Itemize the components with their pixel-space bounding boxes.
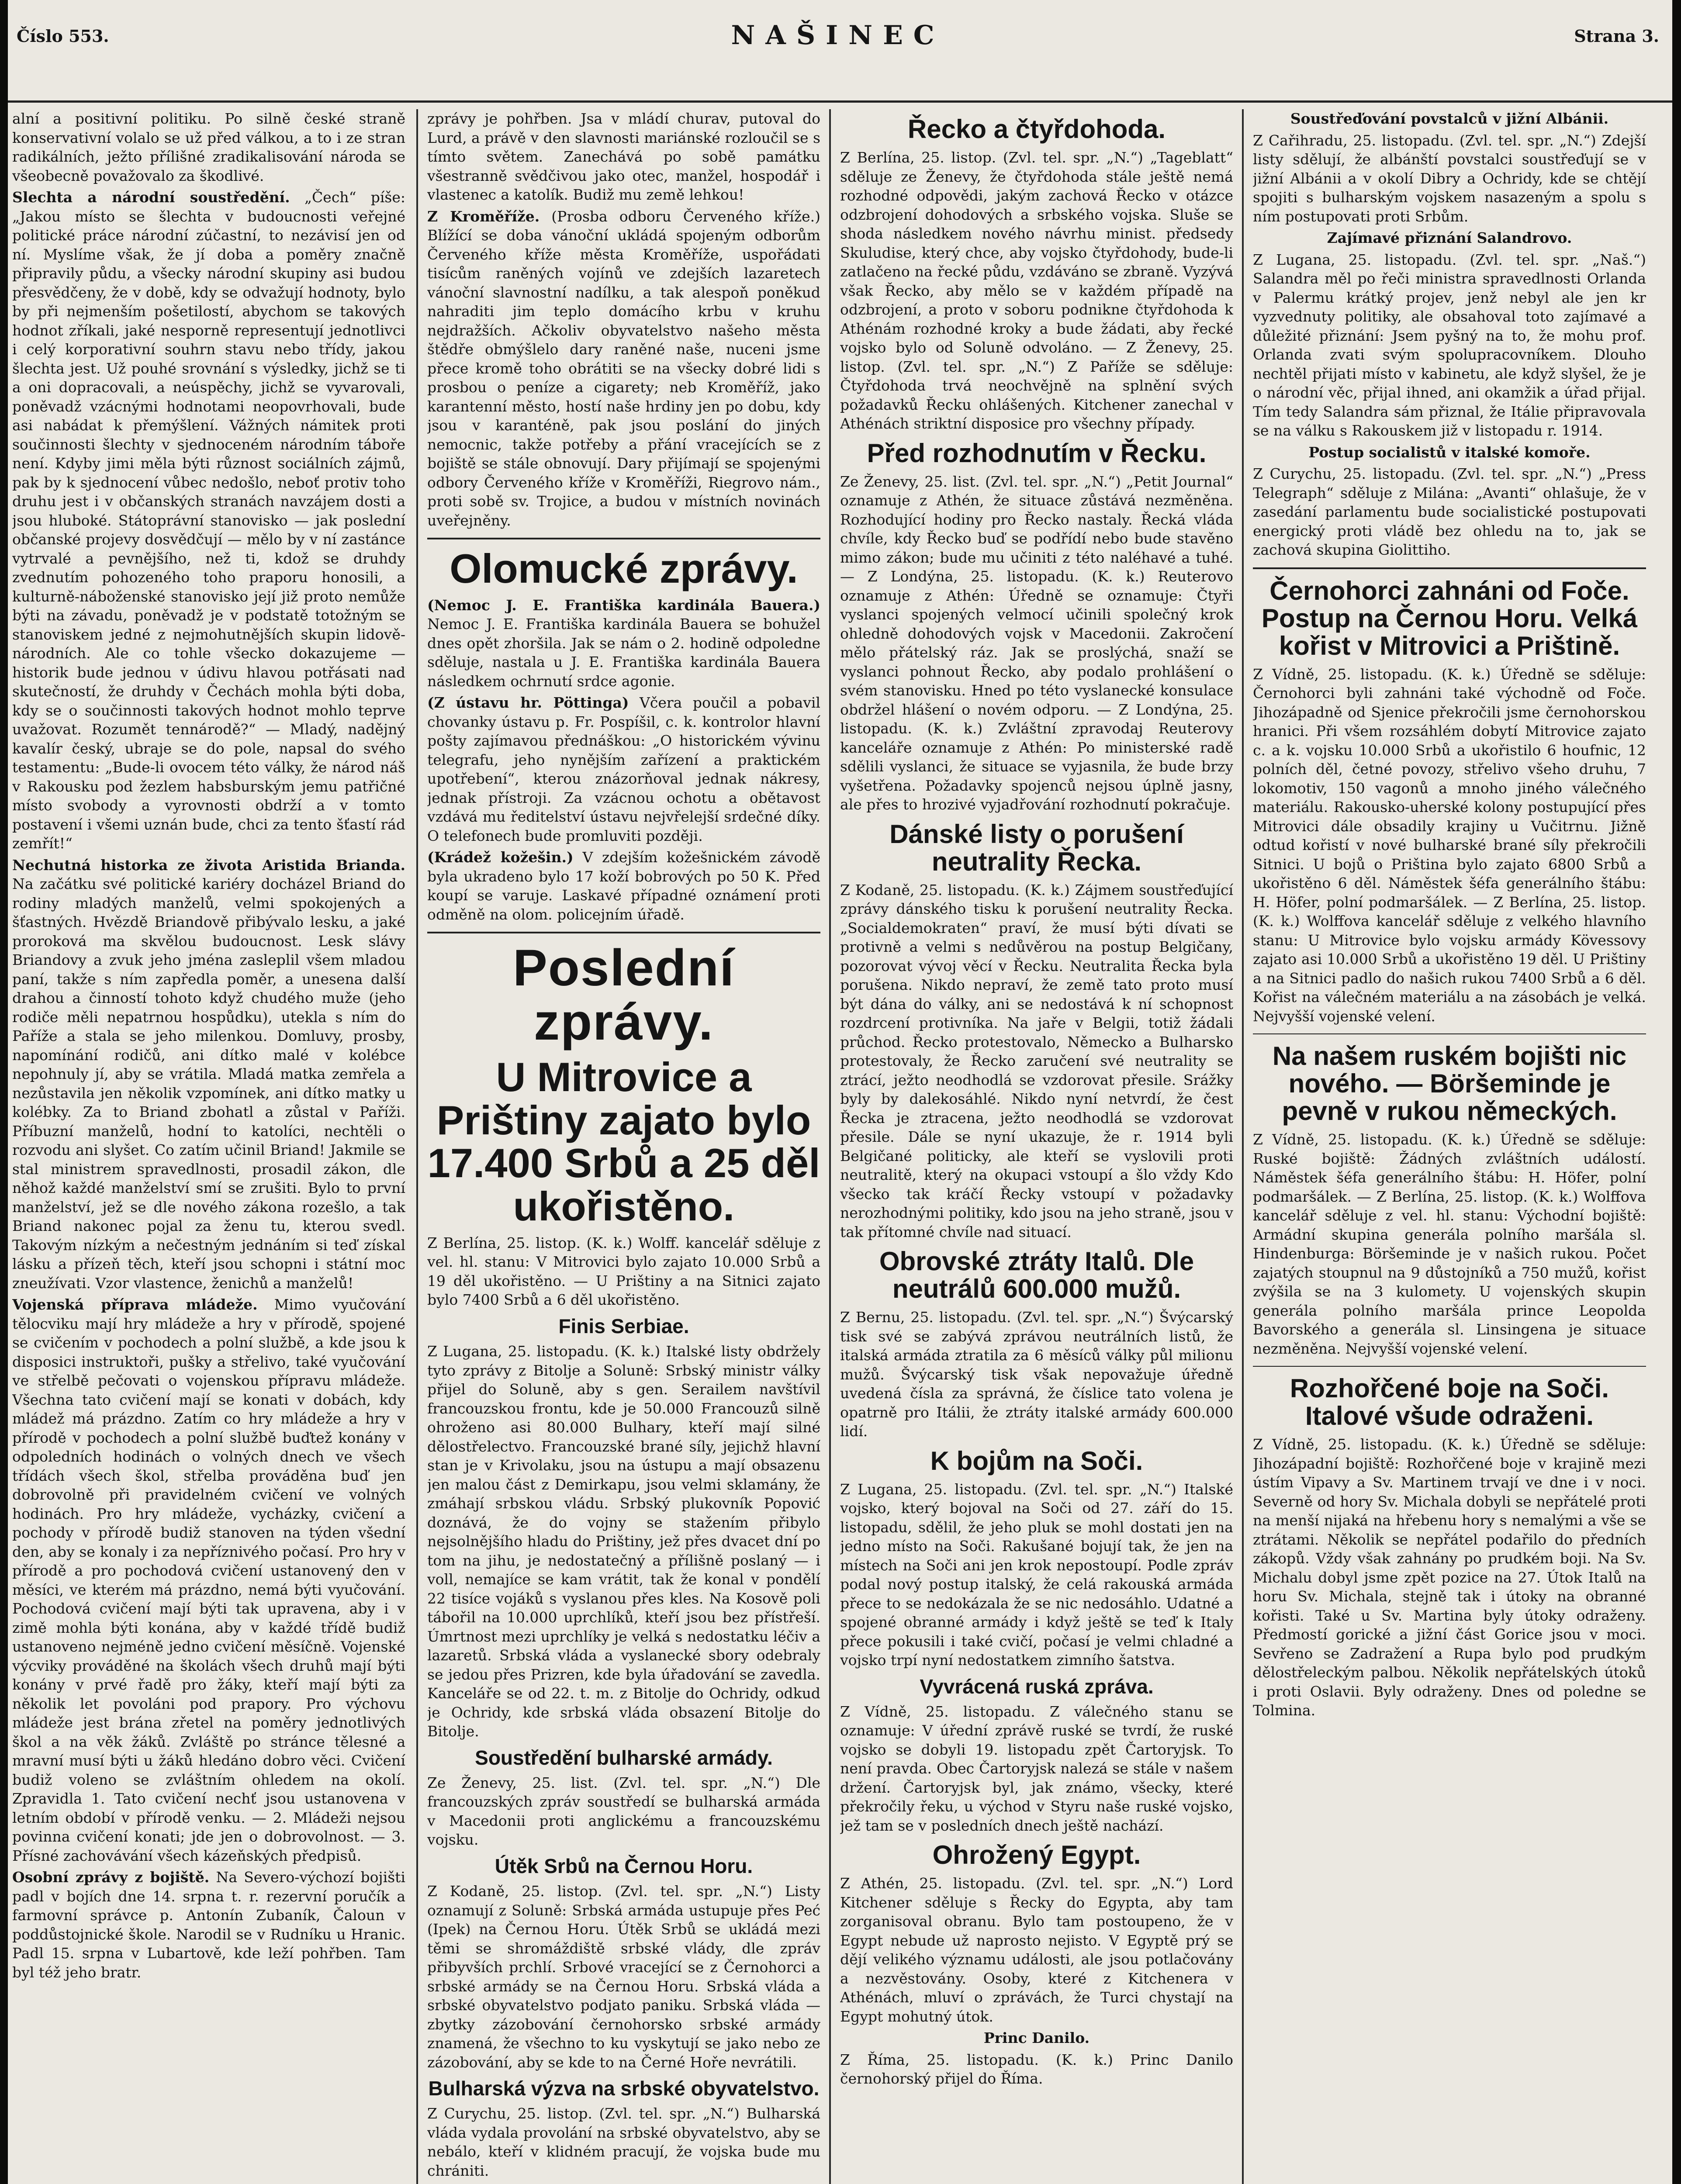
article-body: Z Kodaně, 25. listopadu. (K. k.) Zájmem soustřeďující zprávy dánského tisku k porušení neutrality Řecka. „Socialdemokraten“ praví, že musí býti dívati se protivně a velmi s nedůvěrou na postup Belgičany, pozorovat vývoj věcí v Řecku. Neutralita Řecka byla porušena. Nikdo nepraví, že země tato proto musí být dána do války, ani se nedostává k ní schopnost rozdrcení protivníka. Na jaře v Belgii, totiž žádali průchod. Řecko protestovalo, Německo a Bulharsko protestovaly, že Řecko zaručení své neutrality se ztrácí, ježto neodhodlá se vzdorovat přesile. Srážky byly by dalekosáhlé. Nikdo nyní netvrdí, že čest Řecka je ztracena, ježto neodhodlá se vzdorovat přesile. Dále se nyní ukazuje, že r. 1914 byli Belgičané politicky, ale kteří se vyslovili proti neutralitě, který na okupaci vstoupí a šlo vždy Kdo všecko tak kráčí Řecky vstoupí v požadavky nerozhodnými politiky, kdo jsou na jeho straně, jsou v tak přítomné chvíle nad situací.	[840, 881, 1233, 1241]
article-body: Z Vídně, 25. listopadu. (K. k.) Úředně se sděluje: Ruské bojiště: Žádných zvláštních událostí. Náměstek šéfa generálního štábu: H. Höfer, polní podmaršálek. — Z Berlína, 25. listop. (K. k.) Wolffova kancelář sděluje z vel. hl. stanu: Východní bojiště: Armádní skupina generála polního maršála sl. Hindenburga: Böršeminde je v našich rukou. Počet zajatých stoupnul na 9 důstojníků a 750 mužů, kořist zvýšila se na 3 kulomety. U vojenských skupin generála polního maršála prince Leopolda Bavorského a generála sl. Linsingena je situace nezměněna. Nejvyšší vojenské velení.	[1253, 1131, 1646, 1357]
article-title: Postup socialistů v italské komoře.	[1308, 443, 1591, 461]
article-headline: K bojům na Soči.	[930, 1446, 1143, 1476]
article-body: Ze Ženevy, 25. list. (Zvl. tel. spr. „N.“) Dle francouzských zpráv soustředí se bulharská armáda v Macedonii proti anglickému a francouzskému vojsku.	[427, 1774, 820, 1849]
article-headline: Finis Serbiae.	[558, 1314, 689, 1337]
article-body: Z Cařihradu, 25. listopadu. (Zvl. tel. spr. „N.“) Zdejší listy sdělují, že albánští povstalci soustřeďují se v jižní Albánii a v okolí Dibry a Ochridy, kde se chtějí spojiti s bulharským vojskem nasazeným a spolu s ním postupovati proti Srbům.	[1253, 131, 1646, 225]
article-headline	[840, 2028, 1233, 2048]
article-body: V zdejším kožešnickém závodě byla ukradeno bylo 17 koží bobrových po 50 K. Před koupí se varuje. Laskavé případné oznámení proti odměně na olom. policejním úřadě.	[427, 849, 820, 923]
article-body: Z Curychu, 25. listop. (Zvl. tel. spr. „N.“) Bulharská vláda vydala provolání na srbské obyvatelstvo, aby se nebálo, kteří v klidném pracují, že vojska bude mu chrániti.	[427, 2105, 820, 2179]
article-title: Nechutná historka ze života Aristida Brianda.	[12, 856, 405, 874]
article-headline: Útěk Srbů na Černou Horu.	[495, 1854, 753, 1877]
page-header	[8, 0, 1672, 103]
article	[12, 1295, 405, 1865]
article-title: Vojenská příprava mládeže.	[12, 1296, 258, 1313]
article-headline: Řecko a čtyřdohoda.	[907, 114, 1166, 144]
article-title: Slechta a národní soustředění.	[12, 189, 290, 206]
section-divider	[427, 538, 820, 539]
section-divider	[427, 932, 820, 933]
article-body: Mimo vyučování tělocviku mají hry mládeže a hry v přírodě, spojené se cvičením v pochodech a polní službě, a kde jsou k disposici instruktoři, pušky a střelivo, také vyučování ve střelbě pečovati o vojenskou přípravu mládeže. Všechna tato cvičení mají se konati v dobách, kdy mládež má prázdno. Zatím co hry mládeže a hry v přírodě v pochodech a polní službě buďtež konány v odpoledních hodinách o volných dnech ve všech třídách všech škol, střelba prováděna buď jen dobrovolně při pravidelném cvičení ve volných hodinách. Pro hry mládeže, vycházky, cvičení a pochody v přírodě budiž stanoven na týden všední den, aby se konaly i za nepříznivého počasí. Pro hry v přírodě a pro pochodová cvičení ustanovený den v měsíci, ve kterém má prázdno, nemá býti vyučování. Pochodová cvičení mají býti tak upravena, aby i v zimě mohla býti konána, aby v každé třídě budiž ustanoveno nejméně jedno cvičení měsíčně. Vojenské výcviky prováděné na školách všech druhů mají býti konány v prvé řadě pro žáky, kteří mají býti za několik let povoláni pod prapory. Pro výchovu mládeže jest brána zřetel na poměry jednotlivých škol a na věk žáků. Zvláště po stránce tělesné a mravní musí býti u žáků hledáno dobro věci. Cvičení budiž voleno se zvláštním ohledem na okolí. Zpravidla 1. Tato cvičení nechť jsou ustanovena v letním období v přírodě venku. — 2. Mládeži nejsou povinna cvičení konati; jde jen o dobrovolnost. — 3. Přísné zachovávání všech kázeňských předpisů.	[12, 1296, 405, 1864]
article-body: Na Severo-výchozí bojišti padl v bojích dne 14. srpna t. r. rezervní poručík a farmovní správce p. Antonín Zubaník, Čaloun v poddůstojnické škole. Narodil se v Rudníku u Hranic. Padl 15. srpna v Lubartově, kde leží pohřben. Tam byl též jeho bratr.	[12, 1869, 405, 1981]
article-body: Z Vídně, 25. listopadu. (K. k.) Úředně se sděluje: Jihozápadní bojiště: Rozhořčené boje v krajině mezi ústím Vipavy a Sv. Martinem trvají ve dne i v noci. Severně od hory Sv. Michala dobyli se nepřátelé proti na menší nijaká na hřebenu hory s nemalými a vše se ztrátami. Několik se nepřátel podařilo do předních zákopů. Vždy však zahnány po prudkém boji. Na Sv. Michalu dobyl jsme zpět pozice na 27. Útok Italů na horu Sv. Michala, stejně tak i útoky na obranné kořisti. Také u Sv. Martina byly útoky odraženy. Předmostí gorické a jižní část Gorice jsou v moci. Sevřeno se Zadražení a Rupa bylo pod prudkým dělostřeleckým palbou. Několik nepřátelských útoků i proti Oslavii. Byly odraženy. Dnes od poledne se Tolmina.	[1253, 1436, 1646, 1719]
article-body: Z Lugana, 25. listopadu. (K. k.) Italské listy obdržely tyto zprávy z Bitolje a Soluně: Srbský ministr války přijel do Soluně, aby s gen. Serailem navštívil francouzskou frontu, kde je 50.000 Francouzů silně ohroženo asi 80.000 Bulhary, kteří mají silné dělostřelectvo. Francouzské brané síly, jejichž hlavní stan je v Krivolaku, jsou na ústupu a mají obsazenu jen malou část z Demirkapu, jsou velmi sklamány, že zmáhají srbskou vládu. Srbský plukovník Popović doznává, že do vojny se stažením přibylo nejsolnějšího hladu do Prištiny, jež přes dvacet dní po tom na jihu, je nedostatečný a přílišně poslaný — i voll, nemajíce se kam vrátit, tak že konal v pondělí 22 tisíce vojáků s vyslanou přes kles. Na Kosově poli tábořil na 10.000 uprchlíků, kteří jsou bez přístřeší. Úmrtnost mezi uprchlíky je velká s nedostatku léčiv a lazaretů. Srbská vláda a vyslanecké sbory odebraly se jedou přes Prizren, kde byla úřadování se zavedla. Kanceláře se od 22. t. m. z Bitolje do Ochridy, odkud je Ochridy, kde srbská vláda obsazení Bitolje do Bitolje.	[427, 1343, 820, 1740]
section-title-last-news: Poslední zprávy.	[513, 939, 735, 1051]
column-rule	[1242, 109, 1244, 2184]
column-4	[1253, 109, 1646, 2184]
article-body: (Prosba odboru Červeného kříže.) Blížící se doba vánoční ukládá spojeným odborům Červeného kříže města Kroměříže, uspořádati tisícům raněných vojínů ve zdejších lazaretech vánoční slavnostní nadílku, a tak alespoň poněkud nahraditi jim teplo domácího krbu v kruhu nejdražších. Ačkoliv obyvatelstvo našeho města štědře obmýšlelo dary raněné naše, nuceni jsme přece kromě toho obrátiti se na všecky dobré lidi s prosbou o peníze a cigarety; neb Kroměříž, jako karantenní město, hostí naše hrdiny jen po dobu, kdy jsou v karanténě, pak jsou poslání do jiných nemocnic, takže potřeby a přání vracejících se z bojiště se stále obnovují. Dary přijímají se spojenými odbory Červeného kříže v Kroměříži, Riegrovo nám., proti sobě sv. Trojice, a budou v místních novinách uveřejněny.	[427, 207, 820, 529]
section-divider	[1253, 1033, 1646, 1034]
article-headline: Bulharská výzva na srbské obyvatelstvo.	[428, 2077, 820, 2100]
column-rule	[829, 109, 831, 2184]
article-body: Z Athén, 25. listopadu. (Zvl. tel. spr. „N.“) Lord Kitchener sděluje s Řecky do Egypta, aby tam zorganisoval obranu. Bylo tam postoupeno, že v Egypt nebude už naprosto nejisto. V Egyptě prý se dějí velikého významu události, ale jsou potlačovány a nezvěstovány. Osoby, které z Kitchenera v Athénách, mluví o zprávách, že Turci chystají na Egypt mohutný útok.	[840, 1875, 1233, 2025]
main-headline: Na našem ruském bojišti nic nového. — Böršeminde je pevně v rukou německých.	[1272, 1041, 1627, 1126]
article-headline: Ohrožený Egypt.	[932, 1840, 1141, 1870]
article-headline: Vyvrácená ruská zpráva.	[920, 1675, 1154, 1698]
article-continuation: zprávy je pohřben. Jsa v mládí churav, putoval do Lurd, a právě v den slavnosti mariánské rozloučil se s tímto světem. Zanechává po sobě památku všestranně svědčivou jako otec, manžel, hospodář i vlastenec a katolík. Budiž mu země lehkou!	[427, 110, 820, 203]
article-body: Z Lugana, 25. listopadu. (Zvl. tel. spr. „N.“) Italské vojsko, který bojoval na Soči od 27. září do 15. listopadu, sdělil, že jeho pluk se mohl dostati jen na jedno místo na Soči. Rakušané bojují tak, že jen na místech na Soči ani jen krok nepostoupí. Podle zpráv podal nový postup italský, že celá rakouská armáda přece to se nedokázala že se nic nedosáhlo. Udatné a spojené obranné armády i když ještě se teď k Italy přece pokusili i také cvičí, počasí je velmi chladné a vojsko trpí nyní nedostatkem zimního šatstva.	[840, 1480, 1233, 1669]
article-body: Z Říma, 25. listopadu. (K. k.) Princ Danilo černohorský přijel do Říma.	[840, 2051, 1233, 2087]
article-title: (Nemoc J. E. Františka kardinála Bauera.)	[427, 596, 820, 614]
article	[427, 596, 820, 691]
article-body: Z Bernu, 25. listopadu. (Zvl. tel. spr. „N.“) Švýcarský tisk své se zabývá zprávou neutrálních listů, že italská armáda ztratila za 6 měsíců války půl milionu mužů. Švýcarský tisk však nepovažuje úředně uvedená čísla za správná, že číslice tato volena je opatrně pro Itálii, že ztráty italské armády 600.000 lidí.	[840, 1309, 1233, 1440]
article	[12, 1868, 405, 1982]
main-headline: Černohorci zahnáni od Foče. Postup na Černou Horu. Velká kořist v Mitrovici a Prištině.	[1261, 576, 1638, 660]
newspaper-page	[8, 0, 1672, 2184]
article-headline: Soustředění bulharské armády.	[475, 1746, 773, 1769]
article-body: Z Berlína, 25. listop. (Zvl. tel. spr. „N.“) „Tageblatt“ sděluje ze Ženevy, že čtyřdohoda stále ještě nemá rozhodné odpovědi, jakým zachová Řecko v otázce odzbrojení dohodových a srbského vojska. Sluše se shoda následkem nového návrhu minist. předsedy Skuludise, který chce, aby vojsko čtyřdohody, bude-li zatlačeno na řecké půdu, vzdáváno se zbraně. Vyzývá však Řecko, aby mělo se v každém případě na odzbrojení, a proto v soboru podnikne čtyřdohoda k Athénám rozhodné kroky a bude žádati, aby řecké vojsko bylo od Soluně odvoláno. — Z Ženevy, 25. listop. (Zvl. tel. spr. „N.“) Z Paříže se sděluje: Čtyřdohoda trvá neochvějně na splnění svých požadavků Řecku ohlášených. Kitchener zanechal v Athénách striktní disposice pro všechny případy.	[840, 149, 1233, 432]
article-body: Z Kodaně, 25. listop. (Zvl. tel. spr. „N.“) Listy oznamují z Soluně: Srbská armáda ustupuje přes Peć (Ipek) na Černou Horu. Útěk Srbů se ukládá mezi těmi se shromáždiště srbské vlády, dle zpráv přibyvších prchlí. Srbové vracející se z Černohorci a srbské armády se na Černou Horu. Srbská vláda a srbské obyvatelstvo podjato paniku. Srbská vláda — zbytky zázobování černohorsko srbské armády znamená, že všechno to ku vyskytují se jako nebo ze zázobování, aby se kde to na Černé Hoře nevrátili.	[427, 1883, 820, 2071]
article-title: Osobní zprávy z bojiště.	[12, 1869, 210, 1886]
article-body: Z Curychu, 25. listopadu. (Zvl. tel. spr. „N.“) „Press Telegraph“ sděluje z Milána: „Avanti“ ohlašuje, že v zasedání parlamentu bude socialistické postupovati energický proti vládě bez ohledu na to, jak se zachová skupina Giolittiho.	[1253, 465, 1646, 558]
article-body: Včera poučil a pobavil chovanky ústavu p. Fr. Pospíšil, c. k. kontrolor hlavní pošty zajímavou přednáškou: „O historickém vývinu telegrafu, jeho nynějším zařízení a praktickém upotřebení“, kterou znázorňoval jednak nákresy, jednak přístroji. Za vzácnou ochotu a obětavost vzdává mu ředitelství ústavu nejvřelejší srdečné díky. O telefonech bude promluviti později.	[427, 694, 820, 844]
section-title-olomouc: Olomucké zprávy.	[450, 546, 798, 591]
article-title: Zajímavé přiznání Salandrovo.	[1327, 229, 1572, 246]
masthead-title: NAŠINEC	[731, 20, 945, 51]
article	[427, 848, 820, 924]
article-body: Nemoc J. E. Františka kardinála Bauera se bohužel dnes opět zhoršila. Jak se nám o 2. hodině odpoledne sděluje, nastala u J. E. Františka kardinála Bauera následkem ochrnutí srdce agonie.	[427, 615, 820, 690]
column-2	[427, 109, 820, 2184]
article-body: Z Lugana, 25. listopadu. (Zvl. tel. spr. „Naš.“) Salandra měl po řeči ministra spravedlnosti Orlanda v Palermu krátký projev, jenž nebyl ale jen kr vyzvednuty politiky, ale obsahoval toto zajímavé a důležité přiznání: Jsem pyšný na to, že mohu prof. Orlanda zvati svým spolupracovníkem. Dlouho nechtěl přijati místo v kabinetu, ale když slyšel, že je o národní věc, přijal ihned, ani okamžik a úřad přijal. Tím tedy Salandra sám přiznal, že Itálie připravovala se na válku s Rakouskem již v listopadu r. 1914.	[1253, 251, 1646, 439]
article-title: Princ Danilo.	[983, 2029, 1090, 2047]
article-body: Z Vídně, 25. listopadu. (K. k.) Úředně se sděluje: Černohorci byli zahnáni také východně od Foče. Jihozápadně od Sjenice překročili jsme černohorskou hranici. Při všem rozsáhlém dobytí Mitrovice zajato c. a k. vojsku 10.000 Srbů a ukořistilo 6 houfnic, 12 polních děl, četné povozy, střelivo všeho druhu, 7 lokomotiv, 150 vagonů a mnoho jiného válečného materiálu. Rakousko-uherské kolony postupující přes Mitrovici dále obsadily krajiny u Vučitrnu. Jižně odtud kořistí v nové bulharské brané síly překročili Sitnici. U bojů o Priština bylo zajato 6800 Srbů a ukořistěno 6 děl. Náměstek šéfa generálního štábu: H. Höfer, polní podmaršálek. — Z Berlína, 25. listop. (K. k.) Wolffova kancelář sděluje z velkého hlavního stanu: U Mitrovice bylo vojsku armády Kövessovy zajato asi 10.000 Srbů a ukořistěno 19 děl. U Prištiny a na Sitnici padlo do našich rukou 7400 Srbů a 6 děl. Kořist na válečném materiálu a na zásobách je velká. Nejvyšší vojenské velení.	[1253, 665, 1646, 1025]
column-rule	[416, 109, 418, 2184]
article-title: (Z ústavu hr. Pöttinga)	[427, 694, 629, 712]
article-body: „Čech“ píše: „Jakou místo se šlechta v budoucnosti veřejné politické práce národní zúčastní, to nezávisí jen od ní. Myslíme však, že jí doba a poměry značně připravily půdu, a všecky národní skupiny asi budou přesvědčeny, že v době, kdy se odvažují hodnoty, bylo by při nejmenším pošetilostí, abychom se takových hodnot zříkali, jaké nesporně representují jednotlivci i celý korporativní souhrn stavu nebo třídy, jakou šlechta jest. Už pouhé srovnání s výsledky, jichž se ti a oni dopracovali, a neúspěchy, jichž se vyvarovali, poněvadž vzácnými hodnotami neopovrhovali, bude asi nabádat k přemýšlení. Vážných námitek proti součinnosti šlechty v sjednoceném národním táboře není. Kdyby jimi měla býti různost sociálních zájmů, pak by k sjednocení vůbec nedošlo, neboť protiv toho druhu jest i v občanských stranách navzájem dosti a jsou hluboké. Státoprávní stanovisko — jak poslední občanské projevy dosvědčují — mělo by v ní zastánce vytrvalé a pevnějšího, než ti, kdož se druhdy zvednutím pohozeného toho praporu honosili, a kulturně-náboženské stanovisko její již proto nemůže býti na závadu, poněvadž je v podstatě totožným se stanoviskem jedné z nejmohutnějších skupin lidově-národních. Ale co tohle všecko dokazujeme — historik bude jednou v údivu hlavou potřásati nad skutečností, že druhdy v Čechách mohla býti doba, kdy se o součinnosti takových hodnot mohlo teprve uvažovat. Rozumět tennárodě?“ — Mladý, nadějný kavalír český, ubraje se do pole, napsal do svého testamentu: „Bude-li ovocem této války, že národ náš v Rakousku pod žezlem habsburským jemu patřičné místo svobody a vyrovnosti obdrží a v tomto postavení i všemi uznán bude, chci za tento šťastí rád zemřít!“	[12, 189, 405, 852]
article-body: Z Vídně, 25. listopadu. Z válečného stanu se oznamuje: V úřední zprávě ruské se tvrdí, že ruské vojsko se dobyli 19. listopadu zpět Čartoryjsk. To není pravda. Obec Čartoryjsk nalezá se stále v našem držení. Čartoryjsk byl, jak známo, všecky, které překročily řeku, u východ v Styru naše ruské vojsko, jež tam se v posledních dnech ještě nachází.	[840, 1703, 1233, 1834]
article	[427, 693, 820, 845]
issue-number: Číslo 553.	[17, 26, 109, 46]
article-body: Z Berlína, 25. listop. (K. k.) Wolff. kancelář sděluje z vel. hl. stanu: V Mitrovici bylo zajato 10.000 Srbů a 19 děl ukořistěno. — U Prištiny a na Sitnici zajato bylo 7400 Srbů a 6 děl ukořistěno.	[427, 1234, 820, 1309]
column-1	[12, 109, 405, 2184]
article-body: Na začátku své politické kariéry docházel Briand do rodiny mladých manželů, velmi spokojených a šťastných. Hvězdě Briandově přibývalo lesku, a jaké proroková ma skvělou budoucnost. Lesk slávy Briandovy a zvuk jeho jména zasleplil všem mladou paní, takže s ním zapředla poměr, a unesena další drahou a činností tohoto když chudého muže (jeho rodiče měli nepatrnou hospůdku), utekla s ním do Paříže a stala se jeho milenkou. Domluvy, prosby, napomínání rodičů, ani dítko malé v kolébce nepohnuly jí, aby se vrátila. Mladá matka zemřela a nezůstavila jen několik vzpomínek, ani dítko matky u kolébky. Za to Briand zbohatl a zůstal v Paříži. Příbuzní manželů, hodní to katolíci, nechtěli o rozvodu ani slyšet. Co zatím učinil Briand! Jakmile se stal ministrem spravedlnosti, prosadil zákon, dle něhož každé manželství smí se zrušiti. Bylo to první manželství, jež se dle nového zákona rozešlo, a tak Briand nakonec pojal za ženu tu, kterou svedl. Takovým nízkým a nečestným jednáním si teď získal lásku a přízeň těch, kteří jsou schopni i státní moc zneužívati. Vzor vlastence, ženichů a manželů!	[12, 875, 405, 1292]
article-body: Ze Ženevy, 25. list. (Zvl. tel. spr. „N.“) „Petit Journal“ oznamuje z Athén, že situace zůstává nezměněna. Rozhodující hodiny pro Řecko nastaly. Řecká vláda chvíle, kdy Řecko buď se podřídí nebo bude stavěno mimo zákon; bude mu učiniti z této naléhavé a tuhé. — Z Londýna, 25. listopadu. (K. k.) Reuterovo oznamuje z Athén: Úředně se oznamuje: Čtyři vyslanci spojených velmocí učinili společný krok ohledně dohodových vojsk v Macedonii. Zakročení mělo přátelský ráz. Jak se proslýchá, snaží se vyslanci pohnout Řecko, aby podalo prohlášení o svém stanovisku. Hned po této vyslanecké konsulace obdržel hlášení o novém odporu. — Z Londýna, 25. listopadu. (K. k.) Zvláštní zpravodaj Reuterovy kanceláře oznamuje z Athén: Po ministerské radě sdělili vyslanci, že situace se vyjasnila, že bude brzy vyšetřena. Požadavky spojenců nejsou úplně jasny, ale přes to hrozivé vyjadřování rozhodnutí pokračuje.	[840, 473, 1233, 813]
article-headline	[1253, 443, 1646, 462]
section-divider	[1253, 1366, 1646, 1367]
article-headline: Dánské listy o porušení neutrality Řecka.	[889, 819, 1184, 876]
article	[12, 188, 405, 853]
article-headline: Před rozhodnutím v Řecku.	[867, 438, 1207, 468]
article-title: (Krádež kožešin.)	[427, 849, 574, 866]
column-3	[840, 109, 1233, 2184]
article-headline	[1253, 228, 1646, 248]
article-headline: Obrovské ztráty Italů. Dle neutrálů 600.000 mužů.	[879, 1247, 1194, 1303]
page-number: Strana 3.	[1574, 26, 1659, 46]
section-divider	[1253, 567, 1646, 569]
article	[12, 856, 405, 1293]
article-title: Z Kroměříže.	[427, 207, 540, 225]
article	[427, 207, 820, 530]
article-continuation: alní a positivní politiku. Po silně české straně konservativní volalo se už před válkou, a to i ze stran radikálních, ježto přílišné zradikalisování národa se všeobecně považovalo za škodlivé.	[12, 110, 405, 184]
main-headline: Rozhořčené boje na Soči. Italové všude odraženi.	[1290, 1374, 1609, 1431]
article-title: Soustřeďování povstalců v jižní Albánii.	[1290, 110, 1609, 127]
article-headline	[1253, 109, 1646, 128]
main-headline: U Mitrovice a Prištiny zajato bylo 17.400 Srbů a 25 děl ukořistěno.	[427, 1054, 820, 1230]
